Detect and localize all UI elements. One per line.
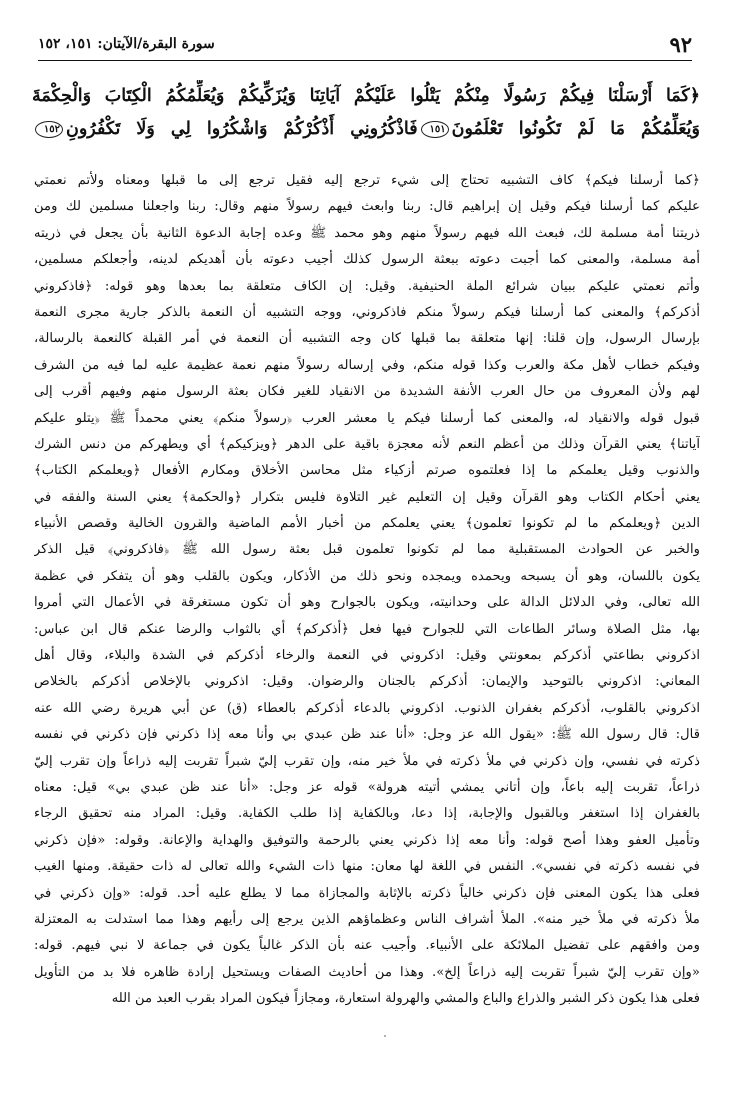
verse-line-2 (32, 113, 700, 146)
ayah-number-marker: ١٥٢ (35, 121, 63, 138)
text-line: ملأ ذكرته في ملأ خير منه». الملأ أشراف الناس وعظماؤهم الذين يرجع إلى رأيهم وهذا مما استدلت به المعتزلة (34, 911, 700, 927)
text-line: فعلى هذا يكون ذكر الشبر والذراع والباع والمشي والهرولة استعارة، ومجازاً فيكون المراد بقرب العبد من الله (111, 991, 700, 1007)
text-line: في نفسه ذكرته في نفسي». النفس في اللغة لها معان: منها ذات الشيء والله تعالى له ذات حقيقة. ومنها الغيب (34, 859, 700, 875)
verse-text-2b: فَاذْكُرُونِي أَذْكُرْكُمْ وَاشْكُرُوا لِي وَلَا تَكْفُرُونِ (66, 119, 418, 139)
text-line: الله تعالى، وفي الدلائل الدالة على وحدانيته، ويكون بالجوارح وهو أن تكون مستغرقة في الأعمال التي أمروا (34, 595, 700, 611)
text-line: فعلى هذا يكون المعنى فإن ذكرني خالياً ذكرته بالإثابة والمجازاة مما لا يطلع عليه أحد. قوله: «وإن ذكرني في (34, 885, 700, 901)
text-line: ذكرته في نفسي، وإن ذكرني في ملأ ذكرته في ملأ خير منه، وإن تقرب إليّ شبراً تقربت إليه ذراعاً وإن تقرب إليّ (34, 753, 700, 769)
verse-text-2a: وَيُعَلِّمُكُمْ مَا لَمْ تَكُونُوا تَعْلَمُونَ (451, 119, 700, 139)
verse-text-1: ﴿كَمَا أَرْسَلْنَا فِيكُمْ رَسُولًا مِنْكُمْ يَتْلُوا عَلَيْكُمْ آيَاتِنَا وَيُزَكِّيكُمْ وَيُعَلِّمُكُمُ الْكِتَابَ وَالْحِكْمَةَ (32, 86, 700, 106)
text-line: قبول قوله والانقياد له، والمعنى كما أرسلنا فيكم يا معشر العرب ﴿رسولاً منكم﴾ يعني محمداً ﷺ ﴿يتلو عليكم (34, 410, 700, 426)
text-line: وأتم نعمتي عليكم ببيان شرائع الملة الحنيفية. وقيل: إن الكاف متعلقة بما بعدها وهو قوله: ﴿فاذكروني (34, 278, 700, 294)
text-line: أمة مسلمة، والمعنى كما أجبت دعوته ببعثة الرسول كذلك أجيب دعوته بأن أهديكم لدينه، وأجعلكم مسلمين، (34, 252, 700, 268)
text-line: ذراعاً، تقربت إليه باعاً، وإن أتاني يمشي أتيته هرولة» قوله عز وجل: «أنا عند ظن عبدي بي» قيل: معناه (34, 779, 700, 795)
page-header (38, 30, 692, 61)
text-line: أذكركم﴾ والمعنى كما أرسلنا فيكم رسولاً منكم فاذكروني، ووجه التشبيه أن النعمة بالذكر جارية مجرى النعمة (34, 304, 700, 320)
text-line: والذنوب وقيل يعلمكم ما إذا فعلتموه صرتم أزكياء مثل محاسن الأخلاق ومكارم الأفعال ﴿ويعلمكم الكتاب﴾ (34, 463, 700, 479)
text-line: آياتنا﴾ يعني القرآن وذلك من أعظم النعم لأنه معجزة باقية على الدهر ﴿ويزكيكم﴾ أي ويطهركم من دنس الشرك (34, 436, 700, 452)
text-line: بها، مثل الصلاة وسائر الطاعات التي للجوارح فيها فعل ﴿أذكركم﴾ أي بالثواب والرضا عنكم قال ابن عباس: (34, 621, 700, 637)
quran-verse-block (32, 80, 700, 146)
text-line: الدين ﴿ويعلمكم ما لم تكونوا تعلمون﴾ يعني يعلمكم من أخبار الأمم الماضية والقرون الخالية وقصص الأنبياء (34, 516, 700, 532)
text-line: المعاني: اذكروني بالتوحيد والإيمان: أذكركم بالجنان والرضوان. وقيل: اذكروني بالإخلاص أذكركم بالخلاص (34, 674, 700, 690)
text-line: اذكروني بطاعتي أذكركم بمعونتي وقيل: اذكروني في النعمة والرخاء أذكركم في الشدة والبلاء، وقال أهل (34, 648, 700, 664)
text-line: ومن وافقهم على تفضيل الملائكة على الأنبياء. وأجيب عنه بأن الذكر غالباً يكون في جماعة لا نبي فيهم. قوله: (34, 938, 700, 954)
text-line: ﴿كما أرسلنا فيكم﴾ كاف التشبيه تحتاج إلى شيء ترجع إليه فقيل ترجع إلى ما قبلها ومعناه ولأتم نعمتي (34, 173, 700, 188)
text-line: «وإن تقرب إليّ شبراً تقربت إليه ذراعاً إلخ». وهذا من أحاديث الصفات ويستحيل إرادة ظاهره فلا بد من التأويل (34, 964, 700, 980)
text-line: عليكم كما أرسلنا فيكم وقيل إن إبراهيم قال: ربنا وابعث فيهم رسولاً منهم وقال: ربنا واجعلنا مسلمين لك ومن (34, 199, 700, 215)
running-title: سورة البقرة/الآيتان: ١٥١، ١٥٢ (38, 36, 215, 52)
text-line: بإرسال الرسول، وإن قلنا: إنها متعلقة بما قبلها كان وجه التشبيه أن النعمة في أمر القبلة كالنعمة بالرسالة، (34, 331, 700, 347)
text-line: اذكروني بالقلوب، أذكركم بغفران الذنوب. اذكروني بالدعاء أذكركم بالعطاء (ق) عن أبي هريرة رضي الله عنه (34, 700, 700, 716)
text-line: يعني أحكام الكتاب وهو القرآن وقيل إن التعليم غير التلاوة فليس بتكرار ﴿والحكمة﴾ يعني السنة والفقه في (34, 489, 700, 505)
page-number: ٩٢ (669, 32, 692, 57)
ayah-number-marker: ١٥١ (421, 121, 449, 138)
text-line: وفيكم خطاب لأهل مكة والعرب وكذا قوله منكم، وفي إرساله رسولاً منهم نعمة عظيمة عليه لما فيه من الشرف (34, 357, 700, 373)
tafsir-commentary (34, 168, 700, 1013)
text-line: بالغفران إذا استغفر وبالقبول والإجابة، إذا دعا، وبالكفاية إذا طلب الكفاية. وقيل: المراد منه تحقيق الرجاء (34, 806, 700, 822)
text-line: ذريتنا أمة مسلمة لك، فبعث الله فيهم رسولاً منهم وهو محمد ﷺ وعده إجابة الدعوة الثانية بأن يجعل في ذريته (34, 225, 700, 241)
text-line: والخبر عن الحوادث المستقبلية مما لم تكونوا تعلمون قبل بعثة رسول الله ﷺ ﴿فاذكروني﴾ قيل الذكر (34, 542, 700, 558)
text-line: لهم ولأن المعروف من حال العرب الأنفة الشديدة من الانقياد للغير فكان بعثة الرسول منهم وفيهم أقرب إلى (34, 384, 700, 400)
scan-dot (384, 1035, 386, 1037)
text-line: قال: قال رسول الله ﷺ: «يقول الله عز وجل: «أنا عند ظن عبدي بي وأنا معه إذا ذكرني فإن ذكرني في نفسه (34, 727, 700, 743)
text-line: يكون باللسان، وهو أن يسبحه ويحمده ويمجده ونحو ذلك من الأذكار، ويكون بالقلب وهو أن يتفكر في عظمة (34, 568, 700, 584)
text-line: وتأميل العفو وهذا أصح قوله: وأنا معه إذا ذكرني يعني بالرحمة والتوفيق والهداية والإعانة. وقوله: «فإن ذكرني (34, 832, 700, 848)
verse-line-1 (32, 80, 700, 113)
